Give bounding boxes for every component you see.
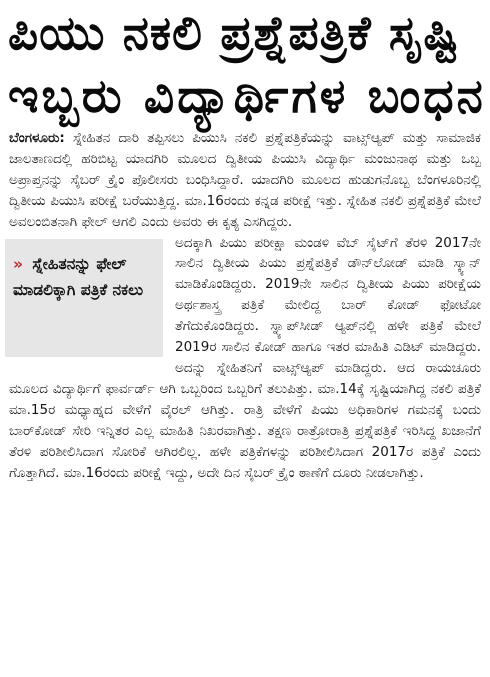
article-paragraph-1 [9,128,481,233]
article-body [9,128,481,483]
headline [8,2,486,128]
pull-quote-text: ಸ್ನೇಹಿತನನ್ನು ಫೇಲ್ ಮಾಡಲಿಕ್ಕಾಗಿ ಪತ್ರಿಕೆ ನಕಲು [13,254,144,299]
dateline: ಬೆಂಗಳೂರು: [9,130,65,146]
paragraph-2-text: ಅದಕ್ಕಾಗಿ ಪಿಯು ಪರೀಕ್ಷಾ ಮಂಡಳಿ ವೆಬ್ ಸೈಟ್‌ಗೆ ತೆರಳಿ 2017ನೇ ಸಾಲಿನ ದ್ವಿತೀಯ ಪಿಯು ಪ್ರಶ್ನೆಪತ್ರಿಕೆ ಡೌನ್‌ಲೋಡ್ ಮಾಡಿ ಸ್ಕ್ಯಾನ್ ಮಾಡಿಕೊಂಡಿದ್ದರು. 2019ನೇ ಸಾಲಿನ ದ್ವಿತೀಯ ಪಿಯು ಪರೀಕ್ಷೆಯ ಅರ್ಥಶಾಸ್ತ್ರ ಪತ್ರಿಕೆ ಮೇಲಿದ್ದ ಬಾರ್ ಕೋಡ್ ಫೋಟೋ ತೆಗೆದುಕೊಂಡಿದ್ದರು. ಸ್ನ್ಯಾಪ್‌ಸೀಡ್ ಆ್ಯಪ್‌ನಲ್ಲಿ ಹಳೇ ಪತ್ರಿಕೆ ಮೇಲೆ 2019ರ ಸಾಲಿನ ಕೋಡ್ ಹಾಗೂ ಇತರ ಮಾಹಿತಿ ಎಡಿಟ್ ಮಾಡಿದ್ದರು. ಅದನ್ನು ಸ್ನೇಹಿತನಿಗೆ ವಾಟ್ಸ್ಆ್ಯಪ್ ಮಾಡಿದ್ದರು. ಆದ ರಾಯಚೂರು ಮೂಲದ ವಿದ್ಯಾರ್ಥಿಗೆ ಫಾರ್ವರ್ಡ್ ಆಗಿ ಒಬ್ಬರಿಂದ ಒಬ್ಬರಿಗೆ ತಲುಪಿತ್ತು. ಮಾ.14ಕ್ಕೆ ಸೃಷ್ಟಿಯಾಗಿದ್ದ ನಕಲಿ ಪತ್ರಿಕೆ ಮಾ.15ರ ಮಧ್ಯಾಹ್ನದ ವೇಳೆಗೆ ವೈರಲ್ ಆಗಿತ್ತು. ರಾತ್ರಿ ವೇಳೆಗೆ ಪಿಯು ಅಧಿಕಾರಿಗಳ ಗಮನಕ್ಕೆ ಬಂದು ಬಾರ್‌ಕೋಡ್ ಸೇರಿ ಇನ್ನಿತರ ಎಲ್ಲ ಮಾಹಿತಿ ನಿಖರವಾಗಿತ್ತು. ತಕ್ಷಣ ರಾತ್ರೋರಾತ್ರಿ ಪ್ರಶ್ನೆಪತ್ರಿಕೆ ಇರಿಸಿದ್ದ ಖಜಾನೆಗೆ ತೆರಳಿ ಪರಿಶೀಲಿಸಿದಾಗ ಸೋರಿಕೆ ಆಗಿರಲಿಲ್ಲ. ಹಳೇ ಪತ್ರಿಕೆಗಳನ್ನು ಪರಿಶೀಲಿಸಿದಾಗ 2017ರ ಪತ್ರಿಕೆ ಎಂದು ಗೊತ್ತಾಗಿದೆ. ಮಾ.16ರಂದು ಪರೀಕ್ಷೆ ಇದ್ದು, ಅದೇ ದಿನ ಸೈಬರ್ ಕ್ರೈಂ ಠಾಣೆಗೆ ದೂರು ನೀಡಲಾಗಿತ್ತು. [9,234,481,481]
headline-line-2: ಇಬ್ಬರು ವಿದ್ಯಾರ್ಥಿಗಳ ಬಂಧನ [8,69,486,124]
headline-line-1: ಪಿಯು ನಕಲಿ ಪ್ರಶ್ನೆಪತ್ರಿಕೆ ಸೃಷ್ಟಿ [8,6,460,61]
paragraph-1-text: ಸ್ನೇಹಿತನ ದಾರಿ ತಪ್ಪಿಸಲು ಪಿಯುಸಿ ನಕಲಿ ಪ್ರಶ್ನೆಪತ್ರಿಕೆಯನ್ನು ವಾಟ್ಸ್ಆ್ಯಪ್ ಮತ್ತು ಸಾಮಾಜಿಕ ಜಾಲತಾಣದಲ್ಲಿ ಹರಿಬಿಟ್ಟ ಯಾದಗಿರಿ ಮೂಲದ ದ್ವಿತೀಯ ಪಿಯುಸಿ ವಿದ್ಯಾರ್ಥಿ ಮಂಜುನಾಥ ಮತ್ತು ಒಬ್ಬ ಅಪ್ರಾಪ್ತನನ್ನು ಸೈಬರ್ ಕ್ರೈಂ ಪೊಲೀಸರು ಬಂಧಿಸಿದ್ದಾರೆ. ಯಾದಗಿರಿ ಮೂಲದ ಹುಡುಗನೊಬ್ಬ ಬೆಂಗಳೂರಿನಲ್ಲಿ ದ್ವಿತೀಯ ಪಿಯುಸಿ ಪರೀಕ್ಷೆ ಬರೆಯುತ್ತಿದ್ದ. ಮಾ.16ರಂದು ಕನ್ನಡ ಪರೀಕ್ಷೆ ಇತ್ತು. ಸ್ನೇಹಿತ ನಕಲಿ ಪ್ರಶ್ನೆಪತ್ರಿಕೆ ಮೇಲೆ ಅವಲಂಬಿತನಾಗಿ ಫೇಲ್ ಆಗಲಿ ಎಂದು ಅವರು ಈ ಕೃತ್ಯ ಎಸಗಿದ್ದರು. [9,130,481,230]
chevron-icon: » [13,254,24,273]
pull-quote-box [5,239,163,357]
